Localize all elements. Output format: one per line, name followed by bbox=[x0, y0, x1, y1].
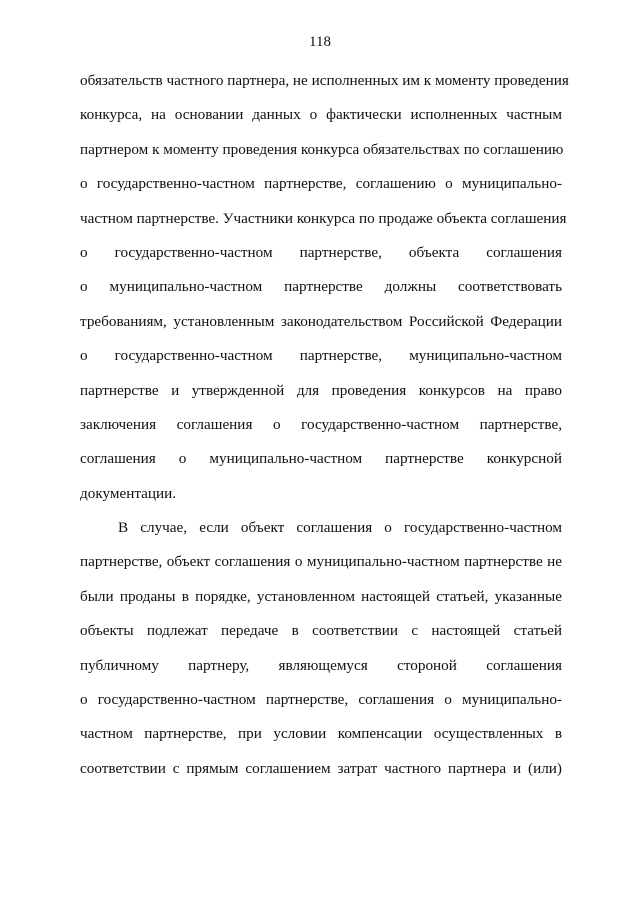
text-line: публичному партнеру, являющемуся стороной соглашения bbox=[80, 656, 562, 674]
text-line: о государственно-частном партнерстве, объекта соглашения bbox=[80, 243, 562, 261]
text-line: документации. bbox=[80, 484, 177, 502]
text-line: соглашения о муниципально-частном партнерстве конкурсной bbox=[80, 450, 562, 468]
text-line: были проданы в порядке, установленном настоящей статьей, указанные bbox=[80, 587, 562, 605]
document-body bbox=[80, 64, 569, 786]
text-line: о государственно-частном партнерстве, соглашения о муниципально- bbox=[80, 691, 562, 709]
paragraph-2 bbox=[80, 511, 562, 786]
text-line: В случае, если объект соглашения о государственно-частном bbox=[118, 519, 562, 537]
text-line: о государственно-частном партнерстве, соглашению о муниципально- bbox=[80, 175, 562, 193]
text-line: обязательств частного партнера, не исполненных им к моменту проведения bbox=[80, 72, 569, 89]
text-line: объекты подлежат передаче в соответствии с настоящей статьей bbox=[80, 622, 562, 640]
text-line: партнерстве, объект соглашения о муниципально-частном партнерстве не bbox=[80, 553, 562, 571]
page-number: 118 bbox=[309, 34, 331, 50]
text-line: о муниципально-частном партнерстве должны соответствовать bbox=[80, 278, 562, 296]
text-line: частном партнерстве, при условии компенсации осуществленных в bbox=[80, 725, 562, 743]
text-line: частном партнерстве. Участники конкурса по продаже объекта соглашения bbox=[80, 209, 567, 227]
text-line: партнерстве и утвержденной для проведения конкурсов на право bbox=[80, 381, 562, 399]
text-line: требованиям, установленным законодательством Российской Федерации bbox=[80, 312, 562, 330]
text-line: соответствии с прямым соглашением затрат частного партнера и (или) bbox=[80, 759, 562, 777]
text-line: партнером к моменту проведения конкурса обязательствах по соглашению bbox=[80, 140, 564, 158]
text-line: о государственно-частном партнерстве, муниципально-частном bbox=[80, 347, 562, 365]
text-line: конкурса, на основании данных о фактически исполненных частным bbox=[80, 106, 562, 124]
paragraph-1 bbox=[80, 64, 569, 511]
text-line: заключения соглашения о государственно-частном партнерстве, bbox=[80, 415, 562, 433]
